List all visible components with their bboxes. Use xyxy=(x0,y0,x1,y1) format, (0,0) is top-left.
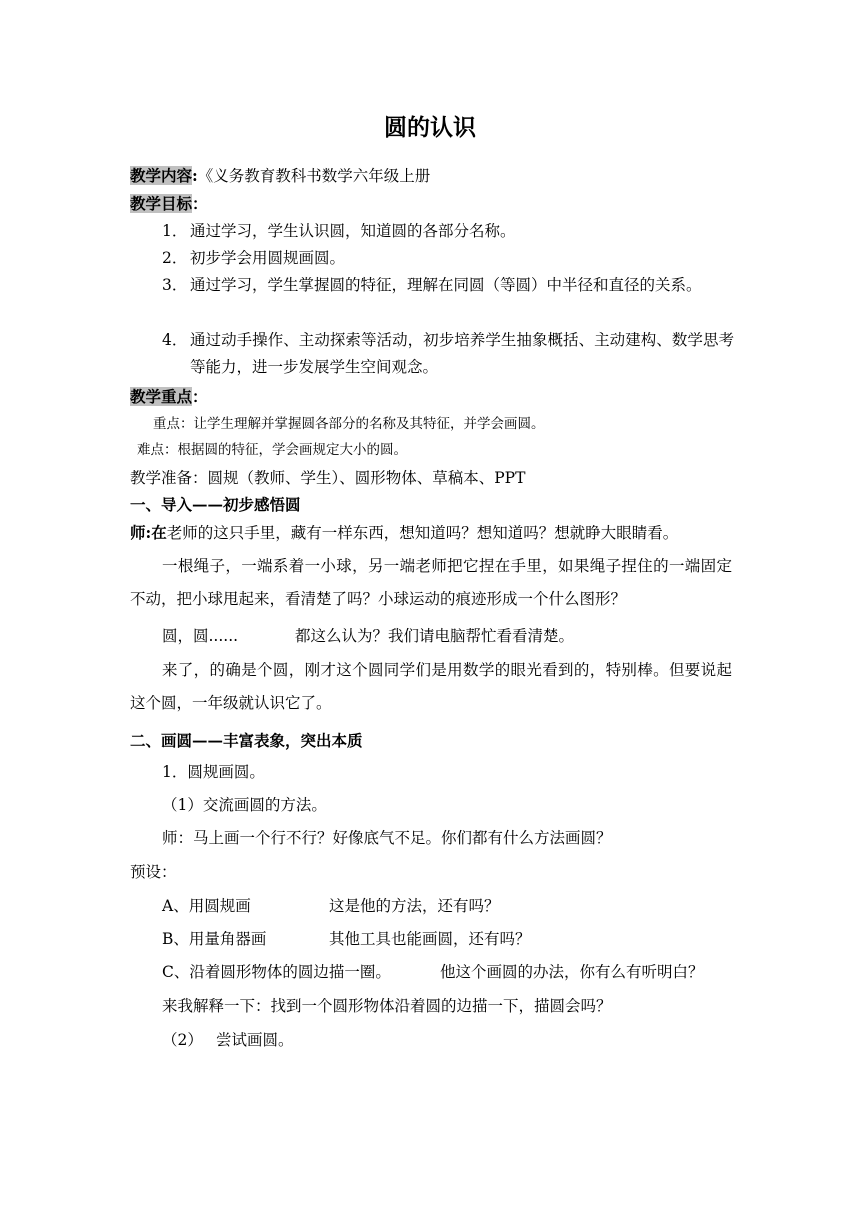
teacher-label: 师:在 xyxy=(130,523,167,542)
teaching-goals-colon: ： xyxy=(192,194,208,213)
teaching-content-text: 《义务教育教科书数学六年级上册 xyxy=(197,167,431,185)
subsection-item-number: （2） xyxy=(162,1031,203,1049)
option-row xyxy=(162,894,742,918)
teacher-intro-text: 老师的这只手里，藏有一样东西，想知道吗？想知道吗？想就睁大眼睛看。 xyxy=(166,524,679,542)
teaching-key-colon: ： xyxy=(192,387,208,406)
teaching-content-colon: : xyxy=(192,166,198,185)
option-method: C、沿着圆形物体的圆边描一圈。 xyxy=(162,963,391,981)
goal-number: 4． xyxy=(162,331,188,349)
subsection-item-text: 尝试画圆。 xyxy=(216,1031,294,1049)
option-row xyxy=(162,960,742,984)
goal-number: 3． xyxy=(162,276,188,294)
paragraph: 来了，的确是个圆，刚才这个圆同学们是用数学的眼光看到的，特别棒。但要说起这个圆，一年级就认识它了。 xyxy=(130,661,732,712)
preparation-text: 教学准备：圆规（教师、学生）、圆形物体、草稿本、PPT xyxy=(130,469,526,487)
section2-heading: 二、画圆——丰富表象，突出本质 xyxy=(130,731,363,750)
teacher-question: 师：马上画一个行不行？好像底气不足。你们都有什么方法画圆？ xyxy=(162,829,612,847)
section1-heading: 一、导入——初步感悟圆 xyxy=(130,495,301,514)
subsection-item-2 xyxy=(162,1028,294,1052)
teacher-intro-line xyxy=(130,521,678,545)
option-response: 其他工具也能画圆，还有吗？ xyxy=(329,930,531,948)
option-method: A、用圆规画 xyxy=(162,897,251,915)
option-row xyxy=(162,927,742,951)
teaching-content-label: 教学内容 xyxy=(130,166,193,185)
goal-item xyxy=(162,272,734,299)
paragraph-circle-line xyxy=(162,624,575,648)
teaching-content-line xyxy=(130,164,430,188)
goal-item xyxy=(162,218,734,245)
goal-text: 初步学会用圆规画圆。 xyxy=(190,249,346,267)
option-method: B、用量角器画 xyxy=(162,930,267,948)
teaching-goals-label: 教学目标 xyxy=(130,194,193,213)
goal-text: 通过学习，学生掌握圆的特征，理解在同圆（等圆）中半径和直径的关系。 xyxy=(190,276,702,294)
teaching-goals-heading xyxy=(130,192,208,216)
option-response: 他这个画圆的办法，你有么有听明白？ xyxy=(440,963,704,981)
explain-text: 来我解释一下：找到一个圆形物体沿着圆的边描一下，描圆会吗？ xyxy=(162,997,612,1015)
goal-item xyxy=(162,327,734,381)
paragraph: 一根绳子，一端系着一小球，另一端老师把它捏在手里，如果绳子捏住的一端固定不动，把小球甩起来，看清楚了吗？小球运动的痕迹形成一个什么图形？ xyxy=(130,557,732,608)
document-title: 圆的认识 xyxy=(384,114,476,141)
difficulty-text: 难点：根据圆的特征，学会画规定大小的圆。 xyxy=(137,442,407,458)
goal-text: 通过动手操作、主动探索等活动，初步培养学生抽象概括、主动建构、数学思考等能力，进一步发展学生空间观念。 xyxy=(190,331,734,376)
paragraph-circle-b: 都这么认为？我们请电脑帮忙看看清楚。 xyxy=(295,627,575,645)
goal-number: 2． xyxy=(162,249,188,267)
option-response: 这是他的方法，还有吗？ xyxy=(329,897,500,915)
subsection-title: 1．圆规画圆。 xyxy=(162,763,265,781)
teaching-key-heading xyxy=(130,385,208,409)
paragraph-circle-a: 圆，圆...... xyxy=(162,627,239,645)
subsection-item: （1）交流画圆的方法。 xyxy=(162,796,327,814)
preset-label: 预设： xyxy=(130,863,177,881)
goal-item xyxy=(162,245,734,272)
teaching-key-label: 教学重点 xyxy=(130,387,193,406)
goal-number: 1． xyxy=(162,222,188,240)
key-point-text: 重点：让学生理解并掌握圆各部分的名称及其特征，并学会画圆。 xyxy=(153,416,545,432)
goal-text: 通过学习，学生认识圆，知道圆的各部分名称。 xyxy=(190,222,516,240)
